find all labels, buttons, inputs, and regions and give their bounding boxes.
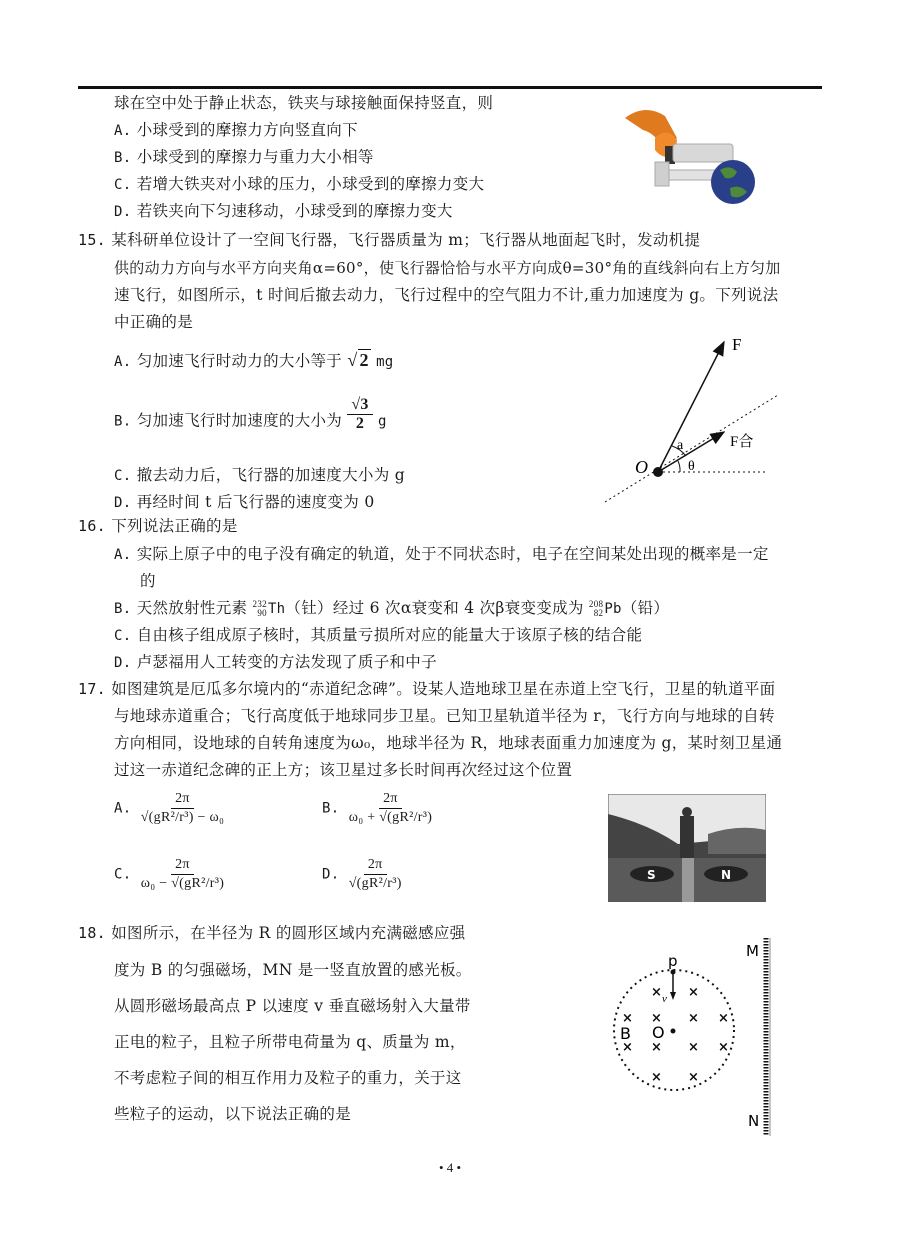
label-N: N [748,1112,760,1130]
q17-option-b: B. $\frac{2\pi}{\text{ω₀ + √(gR²/r³)}}$ [322,791,433,825]
label-F: F [732,335,742,354]
q17-line-4: 过这一赤道纪念碑的正上方；该卫星过多长时间再次经过这个位置 [114,761,573,779]
q17-option-c: C. $\frac{2\pi}{\text{ω₀ − √(gR²/r³)}}$ [114,857,225,891]
force-diagram [600,330,820,510]
q17-line-2: 与地球赤道重合；飞行高度低于地球同步卫星。已知卫星轨道半径为 r，飞行方向与地球的自转 [114,707,775,725]
q14-option-d: D. 若铁夹向下匀速移动，小球受到的摩擦力变大 [114,202,453,220]
q16-option-a-cont: 的 [140,572,156,590]
q15-line-3: 速飞行，如图所示，t 时间后撤去动力，飞行过程中的空气阻力不计,重力加速度为 g。下列说法 [114,286,779,304]
label-theta: θ [688,459,695,474]
clamp-globe-figure [615,98,765,210]
q14-option-c: C. 若增大铁夹对小球的压力，小球受到的摩擦力变大 [114,175,485,193]
q18-line-3: 从圆形磁场最高点 P 以速度 v 垂直磁场射入大量带 [114,997,471,1015]
label-O: O [652,1023,665,1042]
q15-option-d: D. 再经时间 t 后飞行器的速度变为 0 [114,493,375,511]
q15-line-1: 15. 某科研单位设计了一空间飞行器，飞行器质量为 m；飞行器从地面起飞时，发动机提 [78,231,701,249]
label-v: v [662,993,667,1005]
svg-text:×: × [651,1040,662,1055]
header-rule [78,86,822,89]
label-a: a [677,438,684,453]
q18-line-5: 不考虑粒子间的相互作用力及粒子的重力，关于这 [114,1069,462,1087]
q17-line-1: 17. 如图建筑是厄瓜多尔境内的“赤道纪念碑”。设某人造地球卫星在赤道上空飞行，卫星的轨道平面 [78,680,776,698]
center-point [671,1029,676,1034]
svg-text:×: × [718,1011,729,1026]
q16-option-d: D. 卢瑟福用人工转变的方法发现了质子和中子 [114,653,437,671]
monument-icon [680,816,694,858]
label-B: B [620,1024,631,1043]
clamp-body-icon [673,144,733,162]
q15-line-4: 中正确的是 [114,313,194,331]
label-M: M [746,942,759,960]
globe-icon [711,160,755,204]
q15-option-a: A. 匀加速飞行时动力的大小等于 √ 2 mg [114,350,394,370]
svg-text:×: × [688,1070,699,1085]
label-P: p [668,952,678,970]
q16-option-b: B. 天然放射性元素 232 90 Th（钍）经过 6 次α衰变和 4 次β衰变变成为 208 82 Pb（铅） [114,599,670,618]
q18-line-4: 正电的粒子，且粒子所带电荷量为 q、质量为 m， [114,1033,466,1051]
page-number: • 4 • [438,1160,462,1175]
svg-text:×: × [688,1040,699,1055]
q15-option-c: C. 撤去动力后，飞行器的加速度大小为 g [114,466,405,484]
q17-option-a: A. $\frac{2\pi}{\text{√(gR²/r³) − ω₀}}$ [114,791,225,825]
q15-line-2: 供的动力方向与水平方向夹角α=60°，使飞行器恰恰与水平方向成θ=30°角的直线斜向右上方匀加 [114,259,781,277]
label-O: O [635,457,648,477]
q14-stem-tail: 球在空中处于静止状态，铁夹与球接触面保持竖直，则 [114,94,494,112]
q16-stem: 16. 下列说法正确的是 [78,517,238,535]
q15-option-b: B. 匀加速飞行时加速度的大小为 $\frac{√3}{2}$ g [114,396,387,432]
svg-text:N: N [721,868,732,882]
svg-text:×: × [718,1040,729,1055]
svg-text:×: × [651,985,662,1000]
q14-option-a: A. 小球受到的摩擦力方向竖直向下 [114,121,358,139]
svg-text:×: × [651,1070,662,1085]
q16-option-a: A. 实际上原子中的电子没有确定的轨道，处于不同状态时，电子在空间某处出现的概率是一定 [114,545,769,563]
q18-line-2: 度为 B 的匀强磁场，MN 是一竖直放置的感光板。 [114,961,472,979]
svg-text:×: × [651,1011,662,1026]
svg-text:×: × [688,985,699,1000]
q17-option-d: D. $\frac{2\pi}{\text{√(gR²/r³)}}$ [322,857,402,891]
q18-line-6: 些粒子的运动，以下说法正确的是 [114,1105,352,1123]
equator-monument-photo [608,794,766,902]
origin-point [653,467,663,477]
magnetic-field-diagram [600,930,800,1140]
q17-line-3: 方向相同，设地球的自转角速度为ω₀，地球半径为 R，地球表面重力加速度为 g，某时刻卫星通 [114,734,783,752]
svg-text:S: S [647,868,656,882]
q14-option-b: B. 小球受到的摩擦力与重力大小相等 [114,148,374,166]
label-Fhe: F合 [730,434,754,450]
field-cross-marks [622,985,729,1085]
svg-text:×: × [688,1011,699,1026]
svg-text:×: × [622,1011,633,1026]
svg-text:×: × [622,1040,633,1055]
q18-line-1: 18. 如图所示，在半径为 R 的圆形区域内充满磁感应强 [78,924,466,942]
q16-option-c: C. 自由核子组成原子核时，其质量亏损所对应的能量大于该原子核的结合能 [114,626,643,644]
